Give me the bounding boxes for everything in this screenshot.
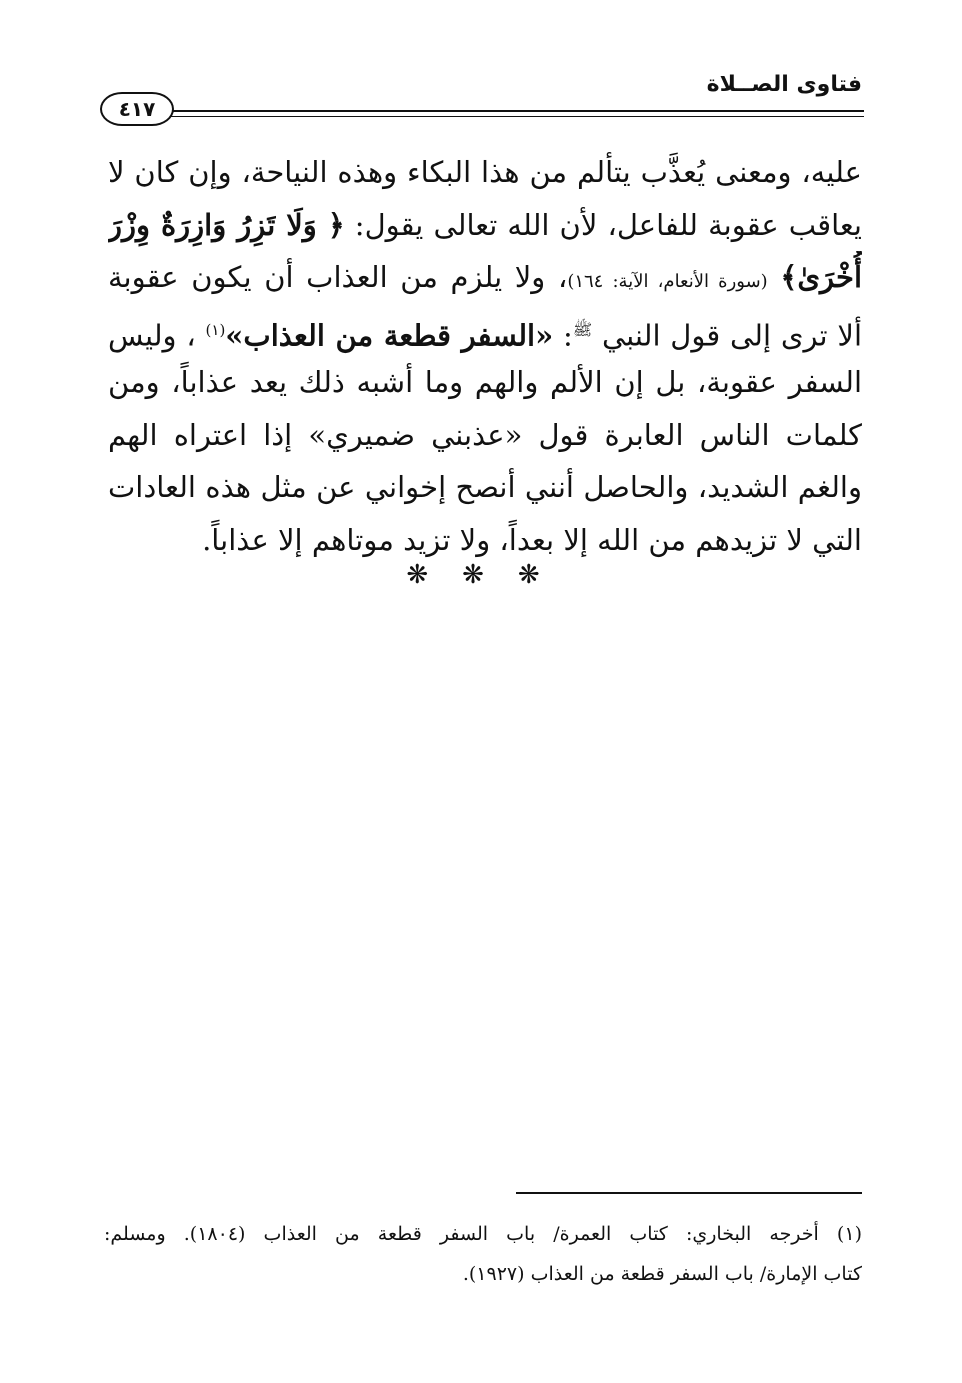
body-paragraph <box>108 146 862 566</box>
body-line-3-rest: ، ولا يلزم من العذاب أن يكون عقوبة <box>108 260 568 294</box>
body-line-2-text: يعاقب عقوبة للفاعل، لأن الله تعالى يقول: <box>354 207 862 242</box>
quran-verse-part1: ﴿ وَلَا تَزِرُ وَازِرَةٌ وِزْرَ <box>108 207 345 242</box>
footnote-line-1: (١) أخرجه البخاري: كتاب العمرة/ باب السفر قطعة من العذاب (١٨٠٤). ومسلم: <box>104 1223 862 1245</box>
body-line-4-colon: : <box>563 318 573 353</box>
header-rule-thin <box>168 116 864 117</box>
header-rule <box>168 110 864 112</box>
hadith-quote: «السفر قطعة من العذاب» <box>225 318 554 353</box>
body-line-1: عليه، ومعنى يُعذَّب يتألم من هذا البكاء وهذه النياحة، وإن كان لا <box>108 155 862 189</box>
running-title: فتاوى الصــلاة <box>706 72 862 97</box>
section-separator: ❋❋❋ <box>406 560 574 590</box>
footnote-rule <box>516 1192 862 1194</box>
body-line-4-end: ، وليس <box>108 318 196 353</box>
body-line-4 <box>108 304 862 357</box>
body-line-7: والغم الشديد، والحاصل أنني أنصح إخواني عن مثل هذه العادات <box>108 470 862 504</box>
quran-citation: (سورة الأنعام، الآية: ١٦٤) <box>567 271 768 292</box>
body-line-6: كلمات الناس العابرة قول «عذبني ضميري» إذا اعتراه الهم <box>108 417 862 452</box>
page-number-badge: ٤١٧ <box>100 92 174 126</box>
footnote-line-2: كتاب الإمارة/ باب السفر قطعة من العذاب (١٩٢٧). <box>462 1263 862 1285</box>
body-line-8: التي لا تزيدهم من الله إلا بعداً، ولا تزيد موتاهم إلا عذاباً. <box>202 522 862 557</box>
body-line-5: السفر عقوبة، بل إن الألم والهم وما أشبه ذلك يعد عذاباً، ومن <box>108 365 862 399</box>
salutation-glyph: ﷺ <box>572 319 593 339</box>
body-line-2 <box>108 199 862 252</box>
footnote-reference[interactable]: (١) <box>205 320 226 339</box>
quran-verse-part2: أُخْرَىٰ﴾ <box>780 260 862 294</box>
body-line-4-start: ألا ترى إلى قول النبي <box>601 318 862 353</box>
footnotes <box>104 1214 862 1294</box>
body-line-3 <box>108 251 862 304</box>
